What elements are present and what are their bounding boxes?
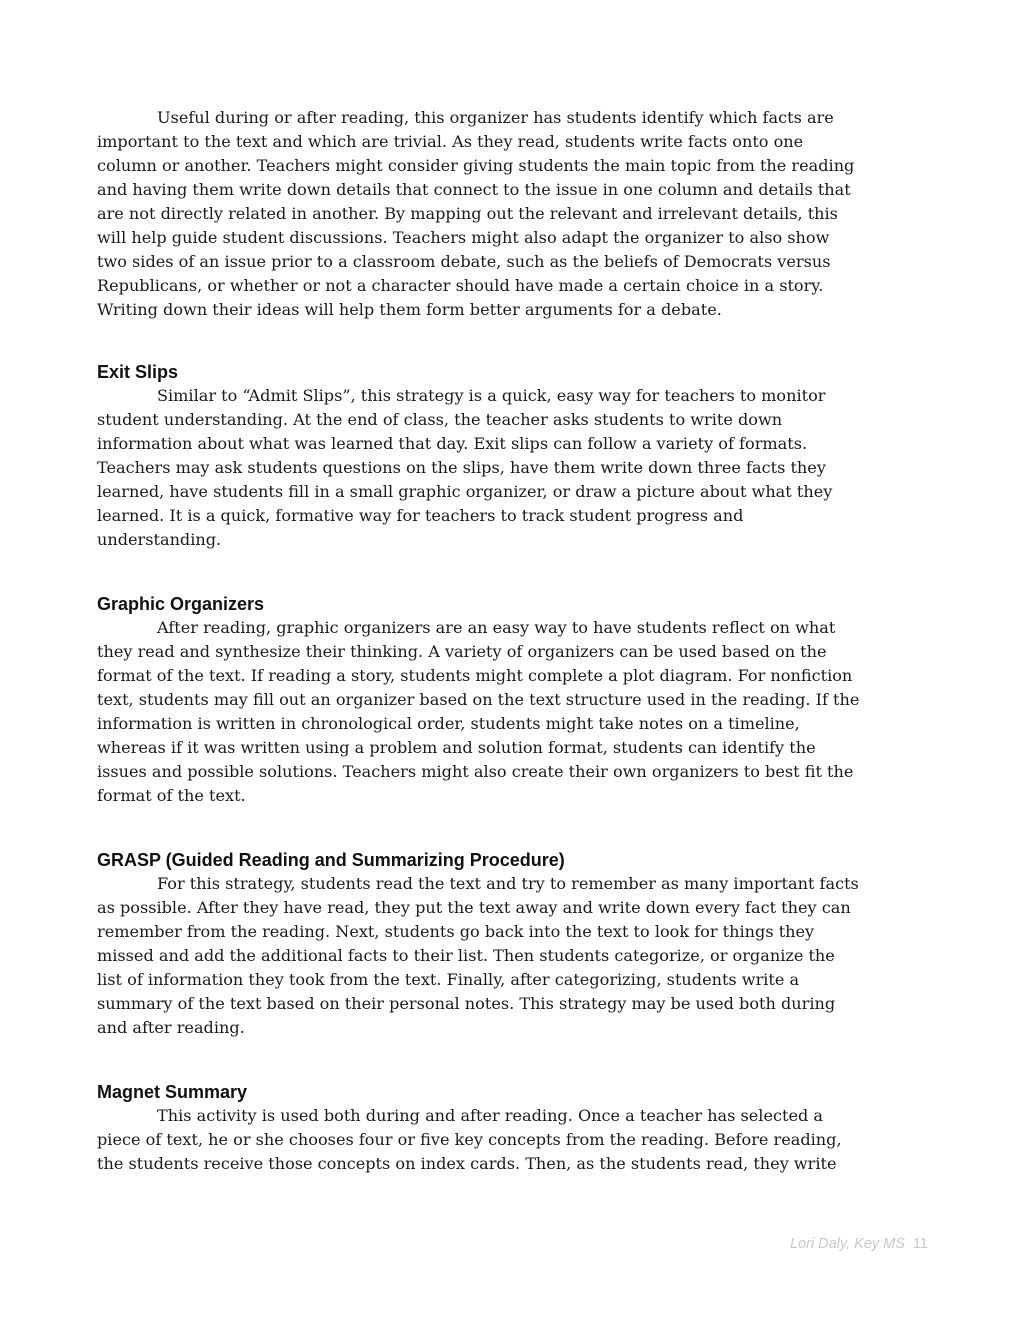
page-number: 11 <box>912 1236 928 1252</box>
document-page <box>97 106 929 1176</box>
section-graphic-organizers <box>97 592 929 808</box>
paragraph-line: learned, have students fill in a small graphic organizer, or draw a picture about what they <box>97 482 833 501</box>
section-heading: Magnet Summary <box>97 1082 248 1102</box>
paragraph-line: text, students may fill out an organizer based on the text structure used in the reading. If the <box>97 690 860 709</box>
paragraph-line: remember from the reading. Next, students go back into the text to look for things they <box>97 922 815 941</box>
section-spacer <box>97 1040 929 1080</box>
paragraph-line: column or another. Teachers might consider giving students the main topic from the reading <box>97 156 855 175</box>
paragraph-line: issues and possible solutions. Teachers might also create their own organizers to best fit the <box>97 762 854 781</box>
paragraph-line: Republicans, or whether or not a character should have made a certain choice in a story. <box>97 276 824 295</box>
paragraph-line: For this strategy, students read the text and try to remember as many important facts <box>157 874 859 893</box>
section-magnet-summary <box>97 1080 929 1176</box>
section-exit-slips <box>97 360 929 552</box>
paragraph-line: missed and add the additional facts to their list. Then students categorize, or organize the <box>97 946 835 965</box>
paragraph-line: Writing down their ideas will help them form better arguments for a debate. <box>97 300 722 319</box>
section-spacer <box>97 322 929 360</box>
paragraph-line: student understanding. At the end of class, the teacher asks students to write down <box>97 410 783 429</box>
paragraph-line: important to the text and which are trivial. As they read, students write facts onto one <box>97 132 804 151</box>
section-heading: Graphic Organizers <box>97 594 265 614</box>
paragraph-line: information about what was learned that day. Exit slips can follow a variety of formats. <box>97 434 808 453</box>
paragraph-line: This activity is used both during and after reading. Once a teacher has selected a <box>157 1106 823 1125</box>
paragraph-line: Useful during or after reading, this organizer has students identify which facts are <box>157 108 834 127</box>
paragraph-line: summary of the text based on their personal notes. This strategy may be used both during <box>97 994 836 1013</box>
paragraph-line: format of the text. If reading a story, students might complete a plot diagram. For nonfiction <box>97 666 853 685</box>
section-spacer <box>97 552 929 592</box>
paragraph-line: two sides of an issue prior to a classroom debate, such as the beliefs of Democrats versus <box>97 252 831 271</box>
section-heading: GRASP (Guided Reading and Summarizing Procedure) <box>97 850 565 870</box>
paragraph-line: they read and synthesize their thinking. A variety of organizers can be used based on the <box>97 642 827 661</box>
section-grasp <box>97 848 929 1040</box>
paragraph-line: whereas if it was written using a problem and solution format, students can identify the <box>97 738 816 757</box>
footer-author: Lori Daly, Key MS <box>789 1236 905 1252</box>
paragraph-line: the students receive those concepts on index cards. Then, as the students read, they write <box>97 1154 837 1173</box>
paragraph-line: and having them write down details that connect to the issue in one column and details that <box>97 180 851 199</box>
paragraph-line: information is written in chronological order, students might take notes on a timeline, <box>97 714 800 733</box>
section-spacer <box>97 808 929 848</box>
page-footer <box>740 1236 928 1252</box>
paragraph-line: learned. It is a quick, formative way for teachers to track student progress and <box>97 506 744 525</box>
paragraph-line: After reading, graphic organizers are an easy way to have students reflect on what <box>157 618 836 637</box>
paragraph-line: Similar to “Admit Slips”, this strategy is a quick, easy way for teachers to monitor <box>157 386 826 405</box>
paragraph-line: and after reading. <box>97 1018 245 1037</box>
paragraph-line: Teachers may ask students questions on the slips, have them write down three facts they <box>97 458 826 477</box>
intro-paragraph <box>97 106 929 322</box>
paragraph-line: format of the text. <box>97 786 246 805</box>
paragraph-line: as possible. After they have read, they put the text away and write down every fact they can <box>97 898 851 917</box>
paragraph-line: are not directly related in another. By mapping out the relevant and irrelevant details, this <box>97 204 838 223</box>
paragraph-line: list of information they took from the text. Finally, after categorizing, students write a <box>97 970 800 989</box>
paragraph-line: will help guide student discussions. Teachers might also adapt the organizer to also show <box>97 228 830 247</box>
paragraph-line: understanding. <box>97 530 222 549</box>
paragraph-line: piece of text, he or she chooses four or five key concepts from the reading. Before reading, <box>97 1130 842 1149</box>
section-heading: Exit Slips <box>97 362 179 382</box>
